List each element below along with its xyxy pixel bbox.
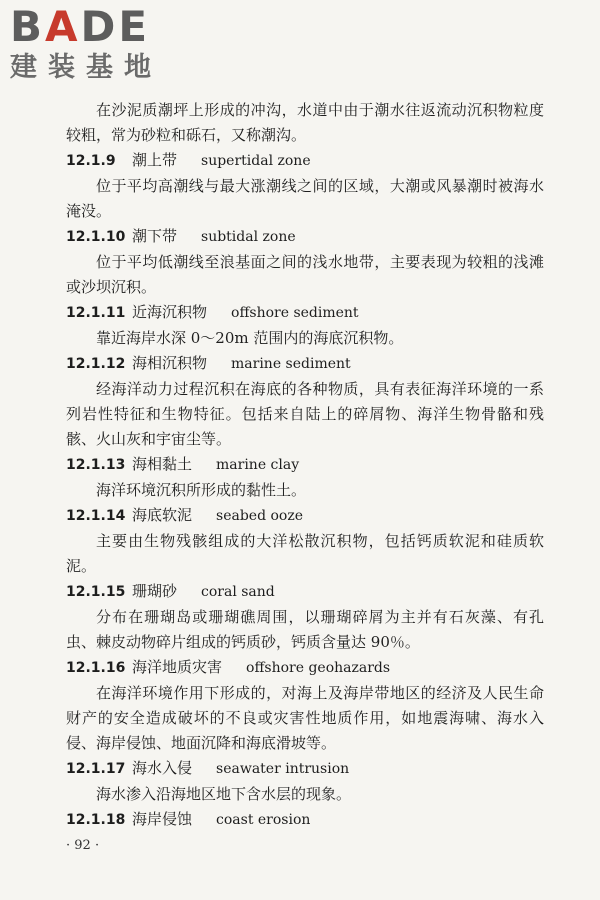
entry-english-term: coast erosion [216, 812, 311, 828]
entry-term: 珊瑚砂 [132, 582, 178, 600]
entry-definition: 位于平均低潮线至浪基面之间的浅水地带，主要表现为较粗的浅滩或沙坝沉积。 [66, 253, 544, 296]
entry-heading [66, 300, 544, 326]
intro-paragraph: 在沙泥质潮坪上形成的冲沟，水道中由于潮水往返流动沉积物粒度较粗，常为砂粒和砾石，又称潮沟。 [66, 101, 544, 144]
entry-english-term: offshore geohazards [246, 660, 391, 676]
page-content [66, 98, 544, 833]
entry-heading [66, 224, 544, 250]
logo [10, 4, 180, 84]
entry-english-term: seabed ooze [216, 508, 304, 524]
entry-definition: 位于平均高潮线与最大涨潮线之间的区域，大潮或风暴潮时被海水淹没。 [66, 177, 544, 220]
entry-list [66, 148, 544, 833]
entry-number: 12.1.17 [66, 761, 126, 777]
entry-heading [66, 452, 544, 478]
entry-definition: 经海洋动力过程沉积在海底的各种物质，具有表征海洋环境的一系列岩性特征和生物特征。包括来自陆上的碎屑物、海洋生物骨骼和残骸、火山灰和宇宙尘等。 [66, 380, 544, 448]
entry-heading [66, 148, 544, 174]
entry-number: 12.1.18 [66, 812, 126, 828]
logo-wordmark: BADE [10, 2, 151, 51]
logo-subtitle: 建装基地 [10, 52, 162, 83]
entry-term: 海岸侵蚀 [132, 810, 193, 828]
entry-english-term: coral sand [201, 584, 275, 600]
entry-number: 12.1.14 [66, 508, 126, 524]
entry-term: 海底软泥 [132, 506, 193, 524]
entry-number: 12.1.9 [66, 153, 116, 169]
entry-english-term: offshore sediment [231, 305, 359, 321]
entry-number: 12.1.11 [66, 305, 126, 321]
entry-term: 潮上带 [132, 151, 178, 169]
entry-term: 潮下带 [132, 227, 178, 245]
entry-definition: 主要由生物残骸组成的大洋松散沉积物，包括钙质软泥和硅质软泥。 [66, 532, 544, 575]
entry-definition: 分布在珊瑚岛或珊瑚礁周围，以珊瑚碎屑为主并有石灰藻、有孔虫、棘皮动物碎片组成的钙质砂，钙质含量达 90％。 [66, 608, 544, 651]
entry-definition: 海水渗入沿海地区地下含水层的现象。 [96, 785, 352, 803]
entry-number: 12.1.12 [66, 356, 126, 372]
entry-heading [66, 351, 544, 377]
entry-number: 12.1.16 [66, 660, 126, 676]
entry-english-term: seawater intrusion [216, 761, 350, 777]
entry-english-term: marine clay [216, 457, 300, 473]
entry-term: 海相沉积物 [132, 354, 208, 372]
entry-number: 12.1.15 [66, 584, 126, 600]
entry-number: 12.1.10 [66, 229, 126, 245]
logo-accent-letter: A [45, 2, 81, 51]
entry-term: 海相黏土 [132, 455, 193, 473]
entry-english-term: marine sediment [231, 356, 351, 372]
entry-heading [66, 807, 544, 833]
entry-heading [66, 579, 544, 605]
entry-english-term: subtidal zone [201, 229, 296, 245]
entry-definition: 海洋环境沉积所形成的黏性土。 [96, 481, 307, 499]
entry-definition: 靠近海岸水深 0～20m 范围内的海底沉积物。 [96, 329, 404, 347]
entry-number: 12.1.13 [66, 457, 126, 473]
entry-heading [66, 655, 544, 681]
entry-heading [66, 756, 544, 782]
entry-term: 海水入侵 [132, 759, 193, 777]
entry-term: 近海沉积物 [132, 303, 208, 321]
entry-term: 海洋地质灾害 [132, 658, 223, 676]
page-number: · 92 · [66, 838, 100, 853]
entry-definition: 在海洋环境作用下形成的，对海上及海岸带地区的经济及人民生命财产的安全造成破坏的不良或灾害性地质作用，如地震海啸、海水入侵、海岸侵蚀、地面沉降和海底滑坡等。 [66, 684, 544, 752]
entry-english-term: supertidal zone [201, 153, 311, 169]
entry-heading [66, 503, 544, 529]
